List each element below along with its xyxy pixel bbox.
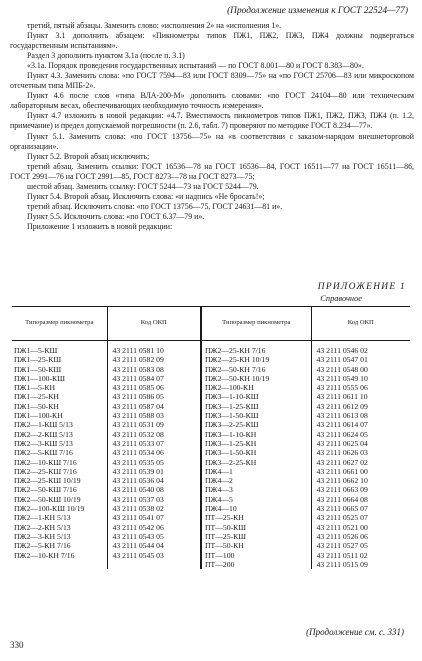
cell-code-left: 43 2111 0584 07 <box>107 374 201 383</box>
cell-type-left: ПЖ2—100-КШ 10/19 <box>14 504 85 514</box>
cell-code-left: 43 2111 0538 02 <box>107 504 201 513</box>
cell-code-right: 43 2111 0663 09 <box>311 485 410 494</box>
cell-type-right: ПТ—100 <box>201 551 311 560</box>
cell-code-left: 43 2111 0531 09 <box>107 420 201 429</box>
header-code-left: Код ОКП <box>107 307 201 341</box>
cell-type-left: ПЖ1—100-КН <box>14 411 63 421</box>
cell-code-right: 43 2111 0625 04 <box>311 439 410 448</box>
cell-code-right: 43 2111 0612 09 <box>311 402 410 411</box>
paragraph: третий абзац. Заменить ссылки: ГОСТ 16536—78 на ГОСТ 16536—84, ГОСТ 16511—77 на ГОСТ 16511—86, ГОСТ 2991—76 на ГОСТ 2991—85, ГОСТ 8273—78 на ГОСТ 8273—75; <box>10 161 414 181</box>
cell-type-right: ПЖ3—1-10-КШ <box>201 392 311 401</box>
cell-type-right: ПЖ4—2 <box>201 476 311 485</box>
cell-type-right: ПТ—50-КШ <box>201 523 311 532</box>
table-row <box>12 504 410 513</box>
cell-code-left: 43 2111 0539 01 <box>107 467 201 476</box>
cell-type-left: ПЖ2—50-КШ 10/19 <box>14 494 81 504</box>
cell-type-left: ПЖ1—5-КШ <box>14 346 58 355</box>
header-type-right: Типоразмер пикнометра <box>201 307 311 341</box>
cell-code-left: 43 2111 0532 08 <box>107 430 201 439</box>
cell-type-left <box>12 560 107 569</box>
cell-type-left: ПЖ2—5-КШ 7/16 <box>14 448 73 458</box>
cell-code-left: 43 2111 0586 05 <box>107 392 201 401</box>
paragraph: Пункт 4.7 изложить в новой редакции: «4.7. Вместимость пикнометров типов ПЖ1, ПЖ2, ПЖ3, ПЖ4 (п. 1.2, примечание) и предел допускаемой погрешности (п. 2.6, табл. 7) проверяют по методике ГОСТ 8.234—77». <box>10 111 414 131</box>
cell-type-left: ПЖ2—5-КН 7/16 <box>14 541 71 551</box>
cell-code-left: 43 2111 0534 06 <box>107 448 201 457</box>
cell-code-left: 43 2111 0533 07 <box>107 439 201 448</box>
paragraph: Приложение 1 изложить в новой редакции: <box>27 221 173 231</box>
cell-type-right: ПЖ4—1 <box>201 467 311 476</box>
okp-code-table <box>12 306 410 569</box>
table-row <box>12 476 410 485</box>
table-row <box>12 365 410 374</box>
cell-type-left: ПЖ1—25-КН <box>14 392 59 402</box>
paragraph: Пункт 3.1 дополнить абзацем: «Пикнометры типов ПЖ1, ПЖ2, ПЖ3, ПЖ4 должны подвергаться государственным испытаниям». <box>10 31 414 51</box>
cell-code-left: 43 2111 0545 03 <box>107 551 201 560</box>
table-row <box>12 458 410 467</box>
paragraph: Пункт 4.6 после слов «типа ВЛА-200-М» дополнить словами: «по ГОСТ 24104—80 или техническим лабораторным весах, обеспечивающих необходимую точность измерения». <box>10 91 414 111</box>
cell-code-left: 43 2111 0543 05 <box>107 532 201 541</box>
table-row <box>12 430 410 439</box>
cell-code-right: 43 2111 0527 05 <box>311 541 410 550</box>
cell-type-left: ПЖ2—25-КШ 10/19 <box>14 476 81 486</box>
table-row <box>12 448 410 457</box>
cell-type-left: ПЖ2—3-КШ 5/13 <box>14 438 73 448</box>
paragraph: Пункт 4.3. Заменить слова: «по ГОСТ 7594—83 или ГОСТ 8309—75» на «по ГОСТ 25706—83 или микроскопом отсчетным типа МПБ-2». <box>10 71 414 91</box>
cell-type-right: ПЖ4—3 <box>201 485 311 494</box>
cell-code-right: 43 2111 0526 06 <box>311 532 410 541</box>
cell-code-left: 43 2111 0583 08 <box>107 365 201 374</box>
appendix-subtitle: Справочное <box>320 294 362 303</box>
cell-type-right: ПЖ2—25-КН 10/19 <box>201 355 311 364</box>
cell-code-right: 43 2111 0662 10 <box>311 476 410 485</box>
table-body <box>12 341 410 570</box>
cell-code-right: 43 2111 0548 00 <box>311 365 410 374</box>
cell-code-left: 43 2111 0540 08 <box>107 485 201 494</box>
cell-type-right: ПЖ2—50-КН 10/19 <box>201 374 311 383</box>
table-row <box>12 439 410 448</box>
table-row <box>12 532 410 541</box>
paragraph: «3.1а. Порядок проведения государственных испытаний — по ГОСТ 8.001—80 и ГОСТ 8.383—80». <box>27 61 364 71</box>
table-row <box>12 541 410 550</box>
cell-type-right: ПЖ3—2-25-КН <box>201 458 311 467</box>
cell-type-right: ПЖ3—1-10-КН <box>201 430 311 439</box>
page-number: 330 <box>10 640 24 650</box>
cell-type-left: ПЖ2—1-КН 5/13 <box>14 513 71 523</box>
table-row <box>12 411 410 420</box>
cell-code-right: 43 2111 0664 08 <box>311 495 410 504</box>
cell-type-left: ПЖ1—100-КШ <box>14 373 65 383</box>
cell-code-right: 43 2111 0555 06 <box>311 383 410 392</box>
cell-code-right: 43 2111 0515 09 <box>311 560 410 569</box>
cell-type-left: ПЖ2—3-КН 5/13 <box>14 531 71 541</box>
cell-type-left: ПЖ2—2-КН 5/13 <box>14 522 71 532</box>
cell-type-left: ПЖ1—25-КШ <box>14 355 62 365</box>
cell-type-right: ПЖ2—25-КН 7/16 <box>201 341 311 356</box>
cell-code-right: 43 2111 0547 01 <box>311 355 410 364</box>
paragraph: Пункт 5.5. Исключить слова: «по ГОСТ 6.37—79 и». <box>27 211 205 221</box>
continuation-footer: (Продолжение см. с. 331) <box>306 627 404 637</box>
table-row <box>12 560 410 569</box>
table-row <box>12 341 410 356</box>
cell-type-right: ПЖ4—5 <box>201 495 311 504</box>
paragraph: третий, пятый абзацы. Заменить слово: «исполнения 2» на «исполнения 1». <box>27 21 282 30</box>
cell-code-right: 43 2111 0614 07 <box>311 420 410 429</box>
table-header-row <box>12 307 410 341</box>
cell-code-right: 43 2111 0624 05 <box>311 430 410 439</box>
cell-code-left: 43 2111 0582 09 <box>107 355 201 364</box>
continuation-header: (Продолжение изменения к ГОСТ 22524—77) <box>227 6 408 16</box>
cell-code-right: 43 2111 0546 02 <box>311 341 410 356</box>
paragraph: Пункт 5.1. Заменить слова: «по ГОСТ 13756—75» на «в соответствии с заказом-нарядом внешнеторговой организации». <box>10 131 414 151</box>
cell-type-right: ПТ—25-КН <box>201 513 311 522</box>
table-row <box>12 402 410 411</box>
cell-type-right: ПЖ3—1-50-КШ <box>201 411 311 420</box>
cell-type-right: ПЖ3—2-25-КШ <box>201 420 311 429</box>
cell-code-left: 43 2111 0541 07 <box>107 513 201 522</box>
cell-type-left: ПЖ1—5-КН <box>14 383 56 393</box>
cell-code-right: 43 2111 0611 10 <box>311 392 410 401</box>
cell-code-left: 43 2111 0542 06 <box>107 523 201 532</box>
cell-code-right: 43 2111 0626 03 <box>311 448 410 457</box>
table-row <box>12 355 410 364</box>
cell-code-right: 43 2111 0525 07 <box>311 513 410 522</box>
cell-code-left: 43 2111 0544 04 <box>107 541 201 550</box>
cell-type-left: ПЖ2—10-КШ 7/16 <box>14 457 77 467</box>
cell-type-right: ПЖ3—1-50-КН <box>201 448 311 457</box>
paragraph: Пункт 5.4. Второй абзац. Исключить слова: «и надпись «Не бросать!»; <box>27 191 265 201</box>
table-row <box>12 513 410 522</box>
table-row <box>12 495 410 504</box>
cell-type-right: ПЖ3—1-25-КШ <box>201 402 311 411</box>
table-row <box>12 467 410 476</box>
table-row <box>12 374 410 383</box>
table-row <box>12 420 410 429</box>
header-code-right: Код ОКП <box>311 307 410 341</box>
paragraph: Раздел 3 дополнить пунктом 3.1а (после п. 3.1) <box>27 51 185 61</box>
cell-code-right: 43 2111 0613 08 <box>311 411 410 420</box>
amendment-text <box>10 21 414 232</box>
cell-code-left: 43 2111 0535 05 <box>107 458 201 467</box>
cell-type-right: ПТ—25-КШ <box>201 532 311 541</box>
table-row <box>12 392 410 401</box>
cell-code-left: 43 2111 0581 10 <box>107 341 201 356</box>
cell-type-left: ПЖ1—50-КШ <box>14 364 62 374</box>
cell-type-left: ПЖ2—50-КШ 7/16 <box>14 485 77 495</box>
cell-type-left: ПЖ2—10-КН 7/16 <box>14 550 75 560</box>
paragraph: третий абзац. Исключить слова: «по ГОСТ 13756—75, ГОСТ 24631—81 и». <box>27 201 283 211</box>
cell-code-left: 43 2111 0585 06 <box>107 383 201 392</box>
table-row <box>12 523 410 532</box>
table-row <box>12 551 410 560</box>
cell-code-left: 43 2111 0536 04 <box>107 476 201 485</box>
cell-type-left: ПЖ2—2-КШ 5/13 <box>14 429 73 439</box>
cell-code-right: 43 2111 0661 00 <box>311 467 410 476</box>
cell-type-left: ПЖ1—50-КН <box>14 401 59 411</box>
appendix-title: ПРИЛОЖЕНИЕ 1 <box>317 282 406 292</box>
cell-code-left: 43 2111 0588 03 <box>107 411 201 420</box>
cell-code-left: 43 2111 0587 04 <box>107 402 201 411</box>
cell-code-right: 43 2111 0549 10 <box>311 374 410 383</box>
cell-type-right: ПЖ4—10 <box>201 504 311 513</box>
cell-type-right: ПТ—200 <box>201 560 311 569</box>
paragraph: шестой абзац. Заменить ссылку: ГОСТ 5244—73 на ГОСТ 5244—79. <box>27 181 259 191</box>
table-row <box>12 485 410 494</box>
cell-code-right: 43 2111 0665 07 <box>311 504 410 513</box>
cell-type-left: ПЖ2—25-КШ 7/16 <box>14 466 77 476</box>
header-type-left: Типоразмер пикнометра <box>12 307 107 341</box>
cell-code-left: 43 2111 0537 03 <box>107 495 201 504</box>
cell-type-right: ПЖ2—100-КН <box>201 383 311 392</box>
paragraph: Пункт 5.2. Второй абзац исключить; <box>27 151 150 161</box>
table-row <box>12 383 410 392</box>
cell-type-right: ПТ—50-КН <box>201 541 311 550</box>
cell-code-right: 43 2111 0511 02 <box>311 551 410 560</box>
cell-code-right: 43 2111 0627 02 <box>311 458 410 467</box>
cell-code-left <box>107 560 201 569</box>
cell-type-right: ПЖ3—1-25-КН <box>201 439 311 448</box>
cell-code-right: 43 2111 0521 00 <box>311 523 410 532</box>
cell-type-right: ПЖ2—50-КН 7/16 <box>201 365 311 374</box>
cell-type-left: ПЖ2—1-КШ 5/13 <box>14 420 73 430</box>
